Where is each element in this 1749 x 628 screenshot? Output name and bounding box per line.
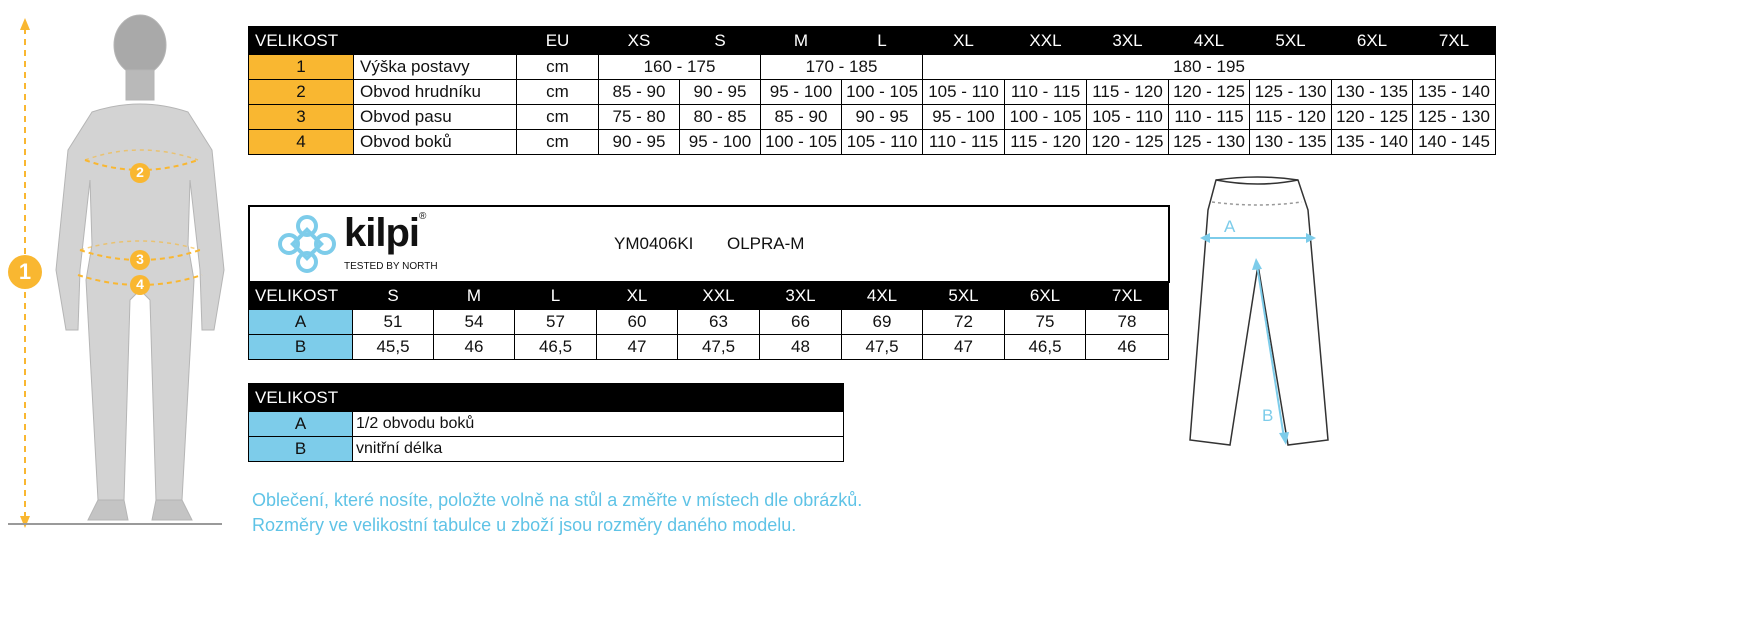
kilpi-knot-logo-icon: [276, 213, 338, 275]
model-code: YM0406KI: [614, 234, 694, 253]
header-eu: EU: [517, 27, 599, 55]
cell: 100 - 105: [842, 80, 923, 105]
row-unit: cm: [517, 130, 599, 155]
table-row: [249, 80, 1496, 105]
header-size: 3XL: [760, 282, 842, 310]
header-size: 7XL: [1413, 27, 1496, 55]
row-unit: cm: [517, 55, 599, 80]
header-size: XXL: [678, 282, 760, 310]
cell: 90 - 95: [680, 80, 761, 105]
body-size-table: [248, 26, 1496, 155]
cell: 110 - 115: [923, 130, 1005, 155]
cell: 69: [842, 310, 923, 335]
pants-label-a: A: [1224, 217, 1236, 236]
cell: 75: [1005, 310, 1086, 335]
header-size: M: [434, 282, 515, 310]
cell: 48: [760, 335, 842, 360]
cell: 125 - 130: [1413, 105, 1496, 130]
cell: 125 - 130: [1250, 80, 1332, 105]
product-table-header: [249, 282, 1169, 310]
cell: 125 - 130: [1169, 130, 1250, 155]
header-size: XS: [599, 27, 680, 55]
table-row: [249, 130, 1496, 155]
cell: 105 - 110: [842, 130, 923, 155]
header-size: 5XL: [923, 282, 1005, 310]
row-index: A: [249, 310, 353, 335]
header-size: L: [515, 282, 597, 310]
cell: 54: [434, 310, 515, 335]
row-unit: cm: [517, 105, 599, 130]
product-size-table: [248, 281, 1169, 360]
height-range-1: 160 - 175: [599, 55, 761, 80]
cell: 45,5: [353, 335, 434, 360]
cell: 90 - 95: [842, 105, 923, 130]
height-range-2: 170 - 185: [761, 55, 923, 80]
cell: 120 - 125: [1087, 130, 1169, 155]
row-index: 1: [249, 55, 354, 80]
cell: 85 - 90: [761, 105, 842, 130]
waist-badge-label: 3: [136, 251, 144, 267]
cell: 115 - 120: [1005, 130, 1087, 155]
header-size: L: [842, 27, 923, 55]
legend-header: [249, 384, 844, 412]
row-unit: cm: [517, 80, 599, 105]
row-index: 2: [249, 80, 354, 105]
cell: 130 - 135: [1332, 80, 1413, 105]
row-index: B: [249, 437, 353, 462]
table-row: [249, 412, 844, 437]
pants-diagram: [1180, 170, 1340, 455]
cell: 75 - 80: [599, 105, 680, 130]
cell: 63: [678, 310, 760, 335]
cell: 47,5: [842, 335, 923, 360]
cell: 46: [1086, 335, 1169, 360]
body-table-header: [249, 27, 1496, 55]
chest-badge-label: 2: [136, 164, 144, 180]
legend-header-velikost: VELIKOST: [249, 384, 844, 412]
header-size: XXL: [1005, 27, 1087, 55]
cell: 85 - 90: [599, 80, 680, 105]
header-size: 4XL: [1169, 27, 1250, 55]
table-row: [249, 105, 1496, 130]
header-velikost: VELIKOST: [249, 27, 354, 55]
pants-label-b: B: [1262, 406, 1274, 425]
cell: 115 - 120: [1250, 105, 1332, 130]
row-label: Obvod hrudníku: [354, 80, 517, 105]
cell: 46: [434, 335, 515, 360]
cell: 140 - 145: [1413, 130, 1496, 155]
cell: 57: [515, 310, 597, 335]
header-size: S: [353, 282, 434, 310]
cell: 130 - 135: [1250, 130, 1332, 155]
header-velikost: VELIKOST: [249, 282, 353, 310]
cell: 110 - 115: [1169, 105, 1250, 130]
table-row: [249, 55, 1496, 80]
row-label: Výška postavy: [354, 55, 517, 80]
cell: 95 - 100: [680, 130, 761, 155]
header-size: 7XL: [1086, 282, 1169, 310]
height-badge-label: 1: [18, 259, 32, 284]
model-name: OLPRA-M: [727, 234, 805, 253]
legend-table: [248, 383, 844, 462]
cell: 66: [760, 310, 842, 335]
header-size: 6XL: [1332, 27, 1413, 55]
registered-mark: ®: [419, 211, 426, 222]
table-row: [249, 310, 1169, 335]
brand-name: [344, 211, 425, 256]
table-row: [249, 335, 1169, 360]
cell: 47: [923, 335, 1005, 360]
measuring-note-2: Rozměry ve velikostní tabulce u zboží jsou rozměry daného modelu.: [252, 515, 797, 535]
header-size: XL: [923, 27, 1005, 55]
cell: 100 - 105: [1005, 105, 1087, 130]
cell: 135 - 140: [1413, 80, 1496, 105]
cell: 115 - 120: [1087, 80, 1169, 105]
brand-name-text: kilpi: [344, 211, 420, 255]
header-size: M: [761, 27, 842, 55]
brand-tagline: TESTED BY NORTH: [344, 261, 438, 272]
header-size: 3XL: [1087, 27, 1169, 55]
cell: 51: [353, 310, 434, 335]
cell: 95 - 100: [761, 80, 842, 105]
cell: 120 - 125: [1332, 105, 1413, 130]
cell: 105 - 110: [1087, 105, 1169, 130]
table-row: [249, 437, 844, 462]
cell: 105 - 110: [923, 80, 1005, 105]
height-range-3: 180 - 195: [923, 55, 1496, 80]
brand-header: [248, 205, 1170, 283]
hips-badge-label: 4: [136, 276, 144, 292]
cell: 72: [923, 310, 1005, 335]
cell: 110 - 115: [1005, 80, 1087, 105]
row-index: 4: [249, 130, 354, 155]
cell: 46,5: [515, 335, 597, 360]
header-size: 6XL: [1005, 282, 1086, 310]
cell: 47: [597, 335, 678, 360]
cell: 100 - 105: [761, 130, 842, 155]
row-index: A: [249, 412, 353, 437]
legend-desc: 1/2 obvodu boků: [353, 412, 844, 437]
row-label: Obvod pasu: [354, 105, 517, 130]
legend-desc: vnitřní délka: [353, 437, 844, 462]
header-blank: [354, 27, 517, 55]
header-size: S: [680, 27, 761, 55]
cell: 90 - 95: [599, 130, 680, 155]
measuring-note-1: Oblečení, které nosíte, položte volně na stůl a změřte v místech dle obrázků.: [252, 490, 863, 510]
header-size: 5XL: [1250, 27, 1332, 55]
header-size: XL: [597, 282, 678, 310]
cell: 95 - 100: [923, 105, 1005, 130]
row-index: B: [249, 335, 353, 360]
cell: 47,5: [678, 335, 760, 360]
cell: 78: [1086, 310, 1169, 335]
row-label: Obvod boků: [354, 130, 517, 155]
cell: 120 - 125: [1169, 80, 1250, 105]
row-index: 3: [249, 105, 354, 130]
cell: 60: [597, 310, 678, 335]
header-size: 4XL: [842, 282, 923, 310]
cell: 80 - 85: [680, 105, 761, 130]
cell: 135 - 140: [1332, 130, 1413, 155]
cell: 46,5: [1005, 335, 1086, 360]
